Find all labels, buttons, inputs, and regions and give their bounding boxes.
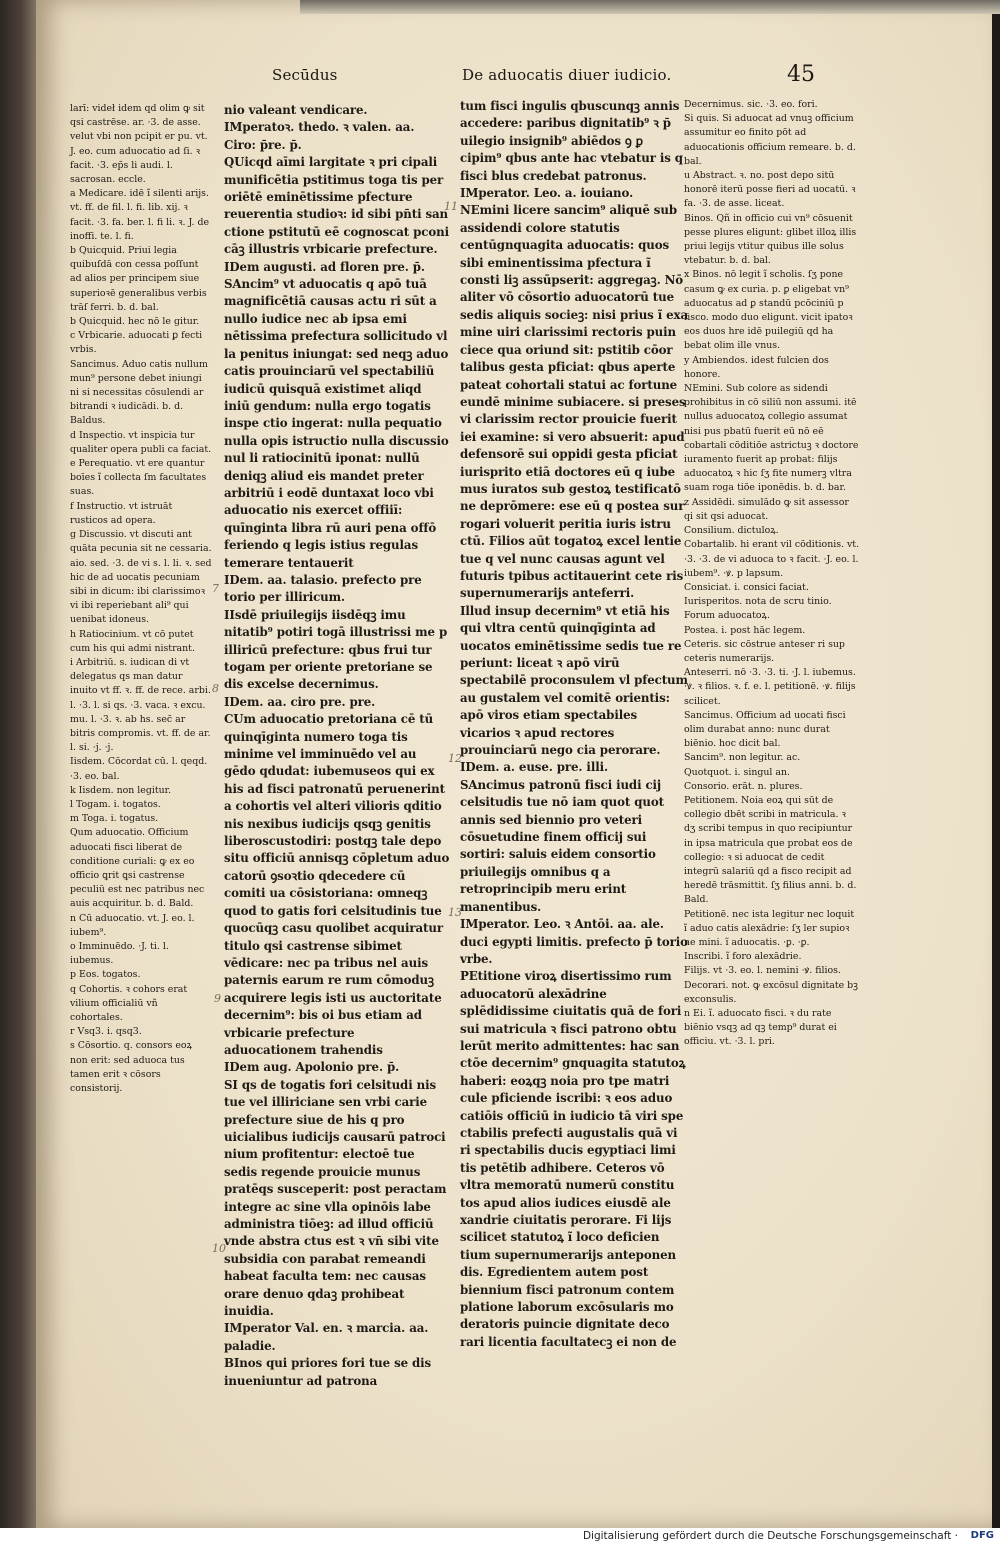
text-middle: nio valeant vendicare. IMperatoꝛ. thedo. ꝛ valen. aa. Ciro: p̄re. p̄. QUicqd aīmi largitate ꝛ pri cipali munificētia pstitimus toga tis per oriētē eminētissime pfecture reuerentia studioꝛ: id sibi pn̄ti san ctione pstitutū eē cognoscat pconi cāꝫ illustris vrbicarie prefecture. IDem augusti. ad floren pre. p̄. SAncim⁹ vt aduocatis q apō tuā magnificētiā causas actu ri sūt a nullo iudice nec ab ipsa emi nētissima prefectura sollicitudo vl la penitus iniungat: sed neqꝫ aduo catis prouinciarū vel spectabiliū iudicū quisquā existimet aliqd iniū gendum: nulla ergo togatis inspe ctio ingerat: nulla pequatio nulla opis istructio nulla discussio nul li ratiocinitū iponat: nullū deniqꝫ aliud eis mandet preter arbitriū i eodē duntaxat loco vbi aduocatio nis exercet offiiī: quīnginta libra rū auri pena offō feriendo q legis istius regulas temerare tentauerit IDem. aa. talasio. prefecto pre torio per illiricum. IIsdē priuilegijs iisdēqꝫ imu nitatib⁹ potiri togā illustrissi me p illiricū prefecture: qbus frui tur togam per oriente pretoriane se dis excelse decernimus. IDem. aa. ciro pre. pre. CUm aduocatio pretoriana cē tū quinqīginta numero toga tis minime vel imminuēdo vel au gēdo qdudat: iubemuseos qui ex his ad fisci patronatū peruenerint a cohortis vel alteri vilioris qditio nis nexibus iudicijs qsqꝫ genitis liberoscustodiri: postqꝫ tale depo situ officiū annisqꝫ cōpletum aduo catorū ꝯsoꝛtio qdecedere cū comiti ua cōsistoriana: omneqꝫ quod to gatis fori celsitudinis tue quocūqꝫ casu quolibet acquiratur titulo qsi castrense sibimet vēdicare: nec pa tribus nel auis paternis earum re rum cōmoduꝫ acquirere legis isti us auctoritate decernim⁹: bis oi bus etiam ad vrbicarie prefecture aduocationem trahendis IDem aug. Apolonio pre. p̄. SI qs de togatis fori celsitudi nis tue vel illiriciane sen vrbi carie prefecture siue de his q pro uicialibus iudicijs causarū patroci nium profitentur: electoē tue sedis regende prouicie munus pratēqs susceperit: post peractam integre ac sine vlla opinōis labe administra tiōeꝫ: ad illud officiū vnde abstra ctus est ꝛ vn̄ sibi vite subsidia con parabat remeandi habeat faculta tem: nec causas orare denuo qdaꝫ prohibeat inuidia. IMperator Val. en. ꝛ marcia. aa. paladie. BInos qui priores fori tue se dis inueniuntur ad patrona	[224, 103, 450, 1388]
footer-note: Digitalisierung gefördert durch die Deutsche Forschungsgemeinschaft ·	[582, 1530, 958, 1542]
text-right: tum fisci ingulis qbuscunqꝫ annis accedere: paribus dignitatib⁹ ꝛ p̄ uilegio insignib⁹ abiēdos ꝯ ꝑ cipim⁹ qbus ante hac vtebatur is q fisci blus credebat patronus. IMperator. Leo. a. iouiano. NEmini licere sancim⁹ aliquē sub assidendi colore statutis centūgnquagita aduocatis: quos sibi eminentissima pfectura ĩ consti liꝫ assūpserit: aggregaꝫ. Nō aliter vō cōsortio aduocatorū tue sedis aliquis socieꝫ: nisi prius ĩ exa mine uiri clarissimi rectoris puin ciece qua oriund sit: pstitib cōor talibus gesta pficiat: qbus aperte pateat cohortali statui ac fortune eundē minime subiacere. si preses vi clarissim rector prouicie fuerit iei examine: si vero absuerit: apud defensorē sui oppidi gesta pficiat iurisprito etiā doctores eū q iube mus iuratos sub gestoꝝ testificatō ne deprōmere: ese eū q postea sur rogari voluerit peritia iuris istru ctū. Filios aūt togatoꝝ excel lentie tue q vel nunc causas agunt vel futuris tpibus actitauerint cete ris supernumerarijs anteferri. Illud insup decernim⁹ vt etiā his qui vltra centū quinqīginta ad uocatos eminētissime sedis tue re periunt: liceat ꝛ apō virū spectabilē proconsulem vl pfectum au gustalem vel comitē orientis: apō viros etiam spectabiles vicarios ꝛ apud rectores prouinciarū nego cia perorare. IDem. a. euse. pre. illi. SAncimus patronū fisci iudi cij celsitudis tue nō iam quot quot annis sed biennio pro veteri cōsuetudine finem officij sui sortiri: saluis eidem consortio priuilegijs omnibus q a retroprincipib meru erint manentibus. IMperator. Leo. ꝛ Antōi. aa. ale. duci egypti limitis. prefecto p̄ torio vrbe. PEtitione viroꝝ disertissimo rum aduocatorū alexādrine splēdidissime ciuitatis quā de fori sui matricula ꝛ fisci patrono obtu lerūt merito admittentes: hac san ctōe decernim⁹ gnquagita statutoꝝ haberi: eoꝝqꝫ noia pro tpe matri cule pficiende iscribi: ꝛ eos aduo catiōis officiū in iudicio tā viri spe ctabilis prefecti augustalis quā vi ri spectabilis ducis egyptiaci limi tis petētib adhibere. Ceteros vō vltra memoratū numerū constitu tos apud alios iudices eiusdē ale xandrie ciuitatis perorare. Fi lijs scilicet statutoꝝ ĩ loco deficien tium supernumerarijs anteponen dis. Egredientem autem post biennium fisci patronum contem platione laborum excōsularis mo deratoris puincie dignitate deco rari licentia facultatecꝫ ei non de	[460, 99, 688, 1349]
margin-number: 7	[212, 582, 219, 595]
margin-number: 10	[212, 1242, 226, 1255]
margin-number: 12	[448, 752, 462, 765]
margin-number: 8	[212, 682, 219, 695]
margin-number: 13	[448, 906, 462, 919]
dfg-logo: DFG	[970, 1530, 994, 1541]
gloss-column-left	[70, 102, 212, 1212]
text-column-middle	[224, 102, 450, 1388]
gloss-right-text: Decernimus. sic. ·3. eo. fori. Si quis. Si aduocat ad vnuꝫ officium assumitur eo finito pōt ad aduocationis officium remeare. b. d. bal. u Abstract. ꝛ. no. post depo sitū honorē iterū posse fieri ad uocatū. ꝛ fa. ·3. de asse. liceat. Binos. Qñ in officio cui vn⁹ cōsuenit pesse plures eligunt: glibet illoꝝ illis priui legijs vtitur quibus ille solus vtebatur. b. d. bal. x Binos. nō legit ĩ scholis. ſʒ pone casum ꝙ ex curia. p. ꝑ eligebat vn⁹ aduocatus ad ꝑ standū pcōciniū p fisco. modo duo eligunt. vicit ipatoꝛ eos duos hre idē puilegiū qd ha bebat olim ille vnus. y Ambiendos. idest fulcien dos honore. NEmini. Sub colore as sidendi prohibitus in cō siliū non assumi. itē nullus aduocatoꝝ collegio assumat nisi pus pbatū fuerit eū nō eē cobartali cōditiōe astrictuꝫ ꝛ doctore iuramento fuerit ap probat: filijs aduocatoꝝ ꝛ hic ſʒ fite numerꝫ vltra suam roga tiōe iponēdis. b. d. bar. z Assidēdi. simulādo ꝙ sit assessor qi sit qsi aduocat. Consilium. dictuloꝝ. Cobartalib. hi erant vil cōditionis. vt. ·3. ·3. de vi aduoca to ꝛ facit. ·J. eo. l. iubem⁹. ·ꝟ. p lapsum. Consiciat. i. consici faciat. Iurisperitos. nota de scru tinio. Forum aduocatoꝝ. Postea. i. post hāc legem. Ceteris. sic cōstrue anteser ri sup ceteris numerarijs. Anteserri. nō ·3. ·3. ti. ·J. l. iubemus. ·ꝟ. ꝛ filios. ꝛ. f. e. l. petitionē. ·ꝟ. filijs scilicet. Sancimus. Officium ad uocati fisci olim durabat anno: nunc durat biēnio. hoc dicit bal. Sancim⁹. non legitur. ac. Quotquot. i. singul an. Consorio. erāt. n. plures. Petitionem. Noia eoꝝ qui sūt de collegio dbēt scribi in matricula. ꝛ dʒ scribi tempus in quo recipiuntur in ipsa matricula que probat eos de collegio: ꝛ si aduocat de cedit integrū salariū qd a fisco recipit ad heredē trāsmittit. ſʒ filius anni. b. d. Bald. Petitionē. nec ista legitur nec loquit ĩ aduo catis alexādrie: ſʒ ler supioꝛ ne mini. ĩ aduocatis. ·ꝑ. ·ꝑ. Inscribi. ĩ foro alexādrie. Filijs. vt ·3. eo. l. nemini ·ꝟ. filios. Decorari. not. ꝙ excōsul dignitate bꝫ exconsulis. n Ei. ĩ. aduocato fisci. ꝛ du rate biēnio vsqꝫ ad qꝫ temp⁹ durat ei officiu. vt. ·3. l. pri.	[684, 99, 860, 1048]
running-head-right: De aduocatis diuer iudicio.	[462, 66, 672, 84]
gloss-left-text: larī: videł idem qd olim ꝙ sit qsi castrēse. ar. ·3. de asse. velut vbi non pcipit er pu. vt. J. eo. cum aduocatio ad ſi. ꝛ facit. ·3. ep̄s li audi. l. sacrosan. eccle. a Medicare. idē ĩ silenti arijs. vt. ff. de fil. l. fi. lib. xij. ꝛ facit. ·3. fa. ber. l. fi li. ꝛ. J. de inoffi. te. l. fi. b Quicquid. Priui legia quibuſdā con cessa poſſunt ad alios per principem siue superioꝛē generalibus verbis trāſ ferri. b. d. bal. b Quicquid. hec nō le gitur. c Vrbicarie. aduocati ꝑ fecti vrbis. Sancimus. Aduo catis nullum mun⁹ persone debet iniungi ni si necessitas cōsulendi ar bitrandi ꝛ iudicādi. b. d. Baldus. d Inspectio. vt inspicia tur qualiter opera publi ca faciat. e Perequatio. vt ere quantur boīes ĩ collecta ſm facultates suas. f Instructio. vt istruāt rusticos ad opera. g Discussio. vt discuti ant quāta pecunia sit ne cessaria. aio. sed. ·3. de vi s. l. li. ꝛ. sed hic de ad uocatis pecuniam sibi in dicum: ibi clarissimoꝛ vi ibi reperiebant ali⁹ qui uenibat idoneus. h Ratiocinium. vt cō putet cum his qui admi nistrant. i Arbitriū. s. iudican di vt delegatus qs man datur inuito vt ff. ꝛ. ff. de rece. arbi. l. ·3. l. si qs. ·3. vaca. ꝛ excu. mu. l. ·3. ꝛ. ab hs. sec̄ ar bitris compromis. vt. ff. de ar. l. si. ·j. ·j. Iisdem. Cōcordat cū. l. qeqd. ·3. eo. bal. k Iisdem. non legitur. l Togam. i. togatos. m Toga. i. togatus. Qum aduocatio. Officium aduocati fisci liberat de conditione curiali: ꝙ ex eo officio ꝗrit ꝗsi castrense peculiū est nec patribus nec auis acquiritur. b. d. Bald. n Cū aduocatio. vt. J. eo. l. iubem⁹. o Imminuēdo. ·J. ti. l. iubemus. p Eos. togatos. q Cohortis. ꝛ cohors erat vilium officialiū vñ cohortales. r Vsq3. i. qsq3. s Cōsortio. q. consors eoꝝ non erit: sed aduoca tus tamen erit ꝛ cōsors consistorij.	[70, 103, 212, 1095]
folio-number: 45	[787, 62, 815, 87]
margin-number: 11	[444, 200, 458, 213]
digitization-footer	[0, 1528, 1000, 1546]
margin-number: 9	[214, 992, 221, 1005]
page-top-edge	[300, 0, 1000, 14]
text-column-right	[460, 98, 688, 1349]
running-head-left: Secūdus	[272, 66, 338, 84]
gloss-column-right	[684, 98, 860, 1208]
